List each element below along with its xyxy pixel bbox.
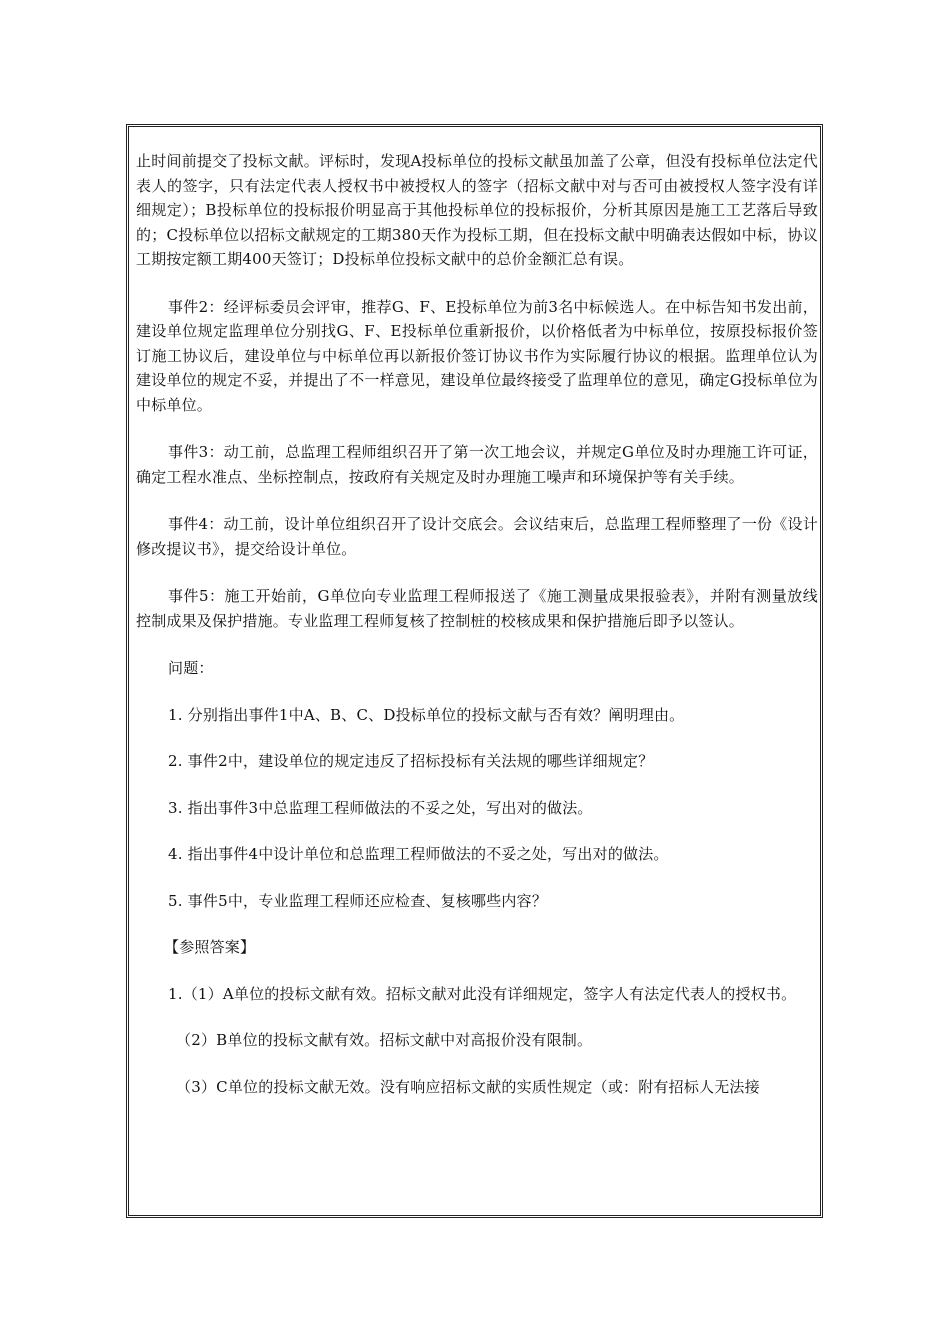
document-frame	[126, 124, 823, 1218]
answer-heading: 【参照答案】	[164, 938, 256, 956]
paragraph-event2: 事件2：经评标委员会评审，推荐G、F、E投标单位为前3名中标候选人。在中标告知书发出前，建设单位规定监理单位分别找G、F、E投标单位重新报价，以价格低者为中标单位，按原投标报价签订施工协议后，建设单位与中标单位再以新报价签订协议书作为实际履行协议的根据。监理单位认为建设单位的规定不妥，并提出了不一样意见，建设单位最终接受了监理单位的意见，确定G投标单位为中标单位。	[136, 297, 818, 414]
question-5: 5. 事件5中，专业监理工程师还应检查、复核哪些内容？	[168, 891, 548, 910]
paragraph-event3: 事件3：动工前，总监理工程师组织召开了第一次工地会议，并规定G单位及时办理施工许可证，确定工程水准点、坐标控制点，按政府有关规定及时办理施工噪声和环境保护等有关手续。	[136, 443, 818, 486]
questions-heading: 问题：	[168, 659, 214, 677]
question-4: 4. 指出事件4中设计单位和总监理工程师做法的不妥之处，写出对的做法。	[168, 845, 669, 863]
answer-1-2: （2）B单位的投标文献有效。招标文献中对高报价没有限制。	[176, 1031, 593, 1049]
question-3: 3. 指出事件3中总监理工程师做法的不妥之处，写出对的做法。	[168, 798, 593, 817]
paragraph-event5: 事件5：施工开始前，G单位向专业监理工程师报送了《施工测量成果报验表》，并附有测量放线控制成果及保护措施。专业监理工程师复核了控制桩的校核成果和保护措施后即予以签认。	[136, 587, 818, 630]
answer-1-3: （3）C单位的投标文献无效。没有响应招标文献的实质性规定（或：附有招标人无法接	[176, 1077, 760, 1096]
paragraph-event4: 事件4：动工前，设计单位组织召开了设计交底会。会议结束后，总监理工程师整理了一份《设计修改提议书》，提交给设计单位。	[136, 515, 818, 558]
paragraph-event1-continued: 止时间前提交了投标文献。评标时，发现A投标单位的投标文献虽加盖了公章，但没有投标单位法定代表人的签字，只有法定代表人授权书中被授权人的签字（招标文献中对与否可由被授权人签字没有详细规定）；B投标单位的投标报价明显高于其他投标单位的投标报价，分析其原因是施工工艺落后导致的；C投标单位以招标文献规定的工期380天作为投标工期，但在投标文献中明确表达假如中标，协议工期按定额工期400天签订；D投标单位投标文献中的总价金额汇总有误。	[136, 152, 818, 268]
answer-1-1: 1.（1）A单位的投标文献有效。招标文献对此没有详细规定，签字人有法定代表人的授权书。	[168, 984, 797, 1003]
document-content	[136, 149, 818, 1099]
question-2: 2. 事件2中，建设单位的规定违反了招标投标有关法规的哪些详细规定？	[168, 752, 654, 770]
question-1: 1. 分别指出事件1中A、B、C、D投标单位的投标文献与否有效？阐明理由。	[168, 705, 685, 724]
